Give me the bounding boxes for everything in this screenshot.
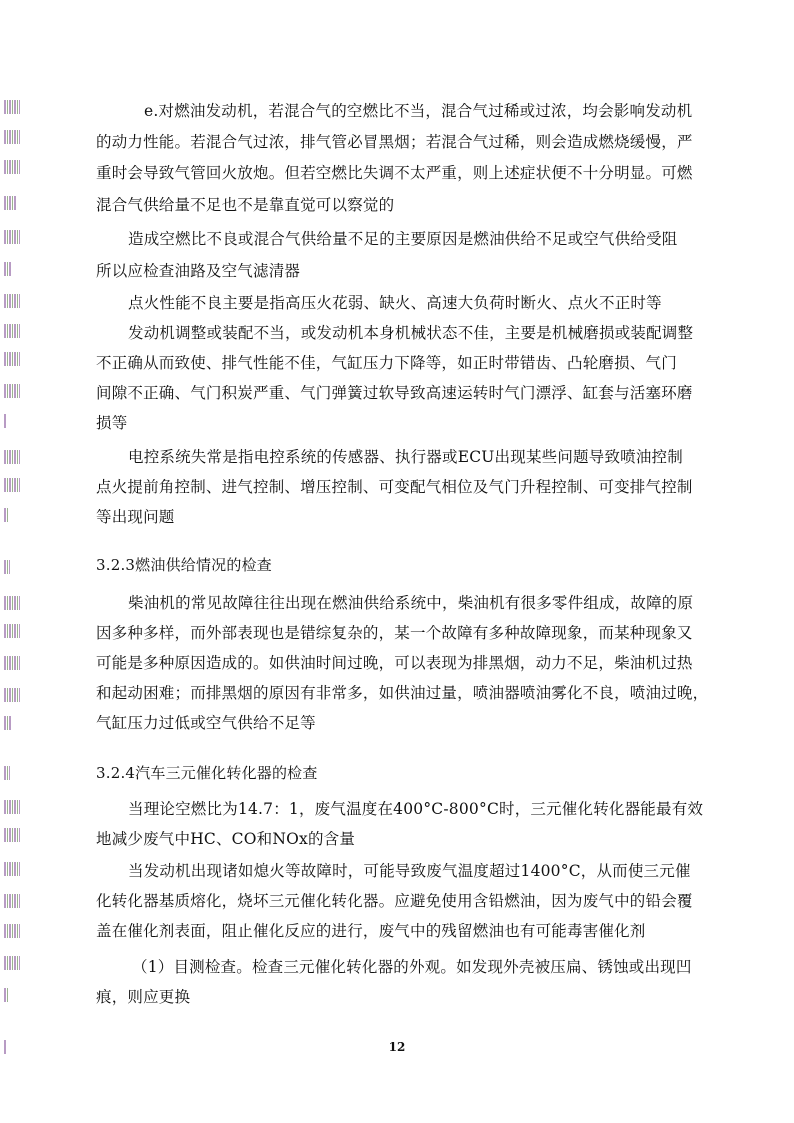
text-line: 盖在催化剂表面，阻止催化反应的进行，废气中的残留燃油也有可能毒害催化剂 [96, 922, 646, 940]
margin-mark [4, 560, 10, 574]
text-line: 气缸压力过低或空气供给不足等 [96, 714, 316, 732]
text-line: 地减少废气中HC、CO和NOx的含量 [96, 830, 356, 848]
margin-mark [4, 384, 20, 398]
text-line: 化转化器基质熔化，烧坏三元催化转化器。应避免使用含铅燃油，因为废气中的铅会覆 [96, 892, 693, 910]
margin-mark [4, 130, 20, 144]
margin-mark [4, 352, 20, 366]
text-line: 当发动机出现诸如熄火等故障时，可能导致废气温度超过1400°C，从而使三元催 [128, 862, 691, 880]
section-heading: 3.2.3燃油供给情况的检查 [96, 556, 272, 574]
margin-mark [4, 800, 20, 814]
margin-mark [4, 160, 20, 174]
margin-mark [4, 230, 20, 244]
text-line: 的动力性能。若混合气过浓，排气管必冒黑烟；若混合气过稀，则会造成燃烧缓慢，严 [96, 133, 693, 151]
text-line: 点火性能不良主要是指高压火花弱、缺火、高速大负荷时断火、点火不正时等 [128, 294, 662, 312]
margin-mark [4, 100, 20, 114]
text-line: 点火提前角控制、进气控制、增压控制、可变配气相位及气门升程控制、可变排气控制 [96, 478, 693, 496]
text-line: 痕，则应更换 [96, 988, 191, 1006]
margin-mark [4, 450, 20, 464]
margin-mark [4, 624, 20, 638]
margin-mark [4, 478, 20, 492]
margin-mark [4, 196, 16, 210]
text-line: 柴油机的常见故障往往出现在燃油供给系统中，柴油机有很多零件组成，故障的原 [128, 594, 694, 612]
text-line: 因多种多样，而外部表现也是错综复杂的，某一个故障有多种故障现象，而某种现象又 [96, 624, 693, 642]
text-line: 间隙不正确、气门积炭严重、气门弹簧过软导致高速运转时气门漂浮、缸套与活塞环磨 [96, 384, 693, 402]
text-line: （1）目测检查。检查三元催化转化器的外观。如发现外壳被压扁、锈蚀或出现凹 [132, 958, 692, 976]
text-line: 所以应检查油路及空气滤清器 [96, 262, 301, 280]
margin-mark [4, 508, 8, 522]
page-number: 12 [388, 1040, 406, 1054]
margin-mark [4, 656, 20, 670]
margin-mark [4, 294, 20, 308]
text-line: 造成空燃比不良或混合气供给量不足的主要原因是燃油供给不足或空气供给受阻 [128, 230, 678, 248]
text-line: 电控系统失常是指电控系统的传感器、执行器或ECU出现某些问题导致喷油控制 [128, 448, 683, 466]
text-line: 不正确从而致使、排气性能不佳，气缸压力下降等，如正时带错齿、凸轮磨损、气门 [96, 354, 677, 372]
text-line: 损等 [96, 414, 128, 432]
text-line: 等出现问题 [96, 508, 175, 526]
margin-mark [4, 828, 20, 842]
margin-mark [4, 716, 12, 730]
margin-mark [4, 324, 20, 338]
margin-mark [4, 924, 20, 938]
text-line: 发动机调整或装配不当，或发动机本身机械状态不佳，主要是机械磨损或装配调整 [128, 324, 694, 342]
margin-mark [4, 688, 20, 702]
margin-mark [4, 414, 7, 428]
margin-noise-marks [4, 0, 24, 1123]
text-line: 当理论空燃比为14.7：1，废气温度在400°C-800°C时，三元催化转化器能最有效 [128, 800, 704, 818]
margin-mark [4, 956, 20, 970]
margin-mark [4, 862, 20, 876]
margin-mark [4, 988, 8, 1002]
margin-mark [4, 766, 10, 780]
text-line: 重时会导致气管回火放炮。但若空燃比失调不太严重，则上述症状便不十分明显。可燃 [96, 164, 693, 182]
margin-mark [4, 894, 20, 908]
text-line: e.对燃油发动机，若混合气的空燃比不当，混合气过稀或过浓，均会影响发动机 [144, 102, 693, 120]
section-heading: 3.2.4汽车三元催化转化器的检查 [96, 764, 318, 782]
margin-mark [4, 262, 12, 276]
margin-mark [4, 596, 20, 610]
text-line: 混合气供给量不足也不是靠直觉可以察觉的 [96, 196, 395, 214]
text-line: 可能是多种原因造成的。如供油时间过晚，可以表现为排黑烟，动力不足，柴油机过热 [96, 654, 693, 672]
text-line: 和起动困难；而排黑烟的原因有非常多，如供油过量，喷油器喷油雾化不良，喷油过晚， [96, 684, 709, 702]
